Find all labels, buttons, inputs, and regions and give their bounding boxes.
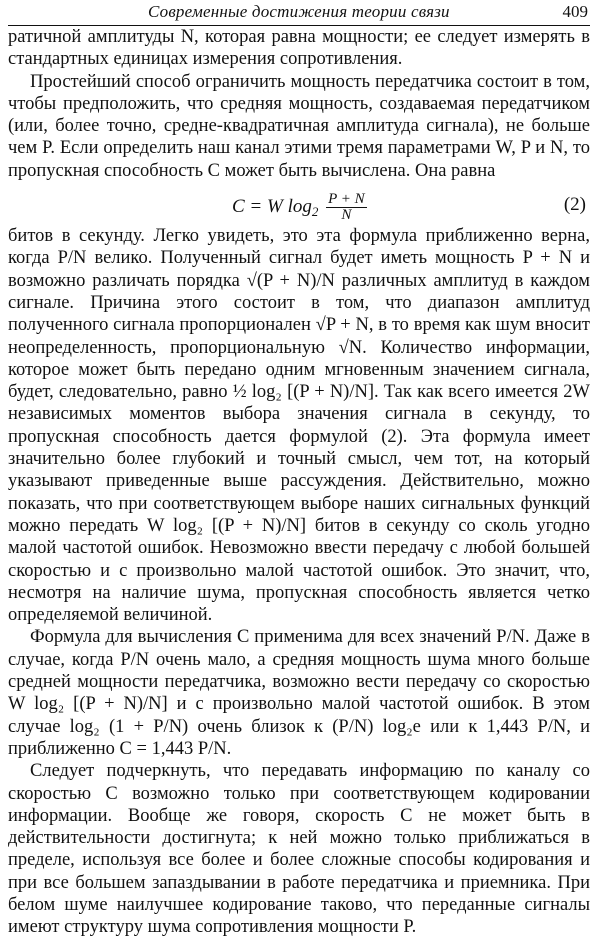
formula-2 bbox=[8, 184, 590, 224]
formula-log-base: 2 bbox=[311, 203, 319, 219]
paragraph-4: Формула для вычисления C применима для всех значений P/N. Даже в случае, когда P/N очень мало, а средняя мощность шума много больше средней мощности передатчика, возможно вести передачу со скоростью W log₂ [(P + N)/N] и с произвольно малой частотой ошибок. В этом случае log₂ (1 + P/N) очень близок к (P/N) log₂e или к 1,443 P/N, и приближенно C = 1,443 P/N. bbox=[8, 627, 590, 759]
page-body bbox=[8, 26, 590, 939]
paragraph-5: Следует подчеркнуть, что передавать информацию по каналу со скоростью C возможно только при соответствующем кодировании информации. Вообще же говоря, скорость C не может быть в действительности достигнута; к ней можно только приближаться в пределе, используя все более и более сложные способы кодирования и при все большем запаздывании в работе передатчика и приемника. При белом шуме наилучшее кодирование таково, что переданные сигналы имеют структуру шума сопротивления мощности P. bbox=[8, 761, 590, 938]
page-header bbox=[8, 0, 590, 26]
formula-numerator: P + N bbox=[328, 191, 365, 208]
page-number: 409 bbox=[562, 2, 588, 21]
formula-fraction bbox=[326, 192, 367, 223]
formula-number: (2) bbox=[563, 194, 586, 216]
formula-denominator: N bbox=[341, 207, 352, 224]
running-title: Современные достижения теории связи bbox=[148, 2, 450, 21]
formula-expression bbox=[232, 192, 367, 223]
paragraph-3: битов в секунду. Легко увидеть, это эта формула приближенно верна, когда P/N велико. Полученный сигнал будет иметь мощность P + N и возможно различать порядка √(P + N)/N различных амплитуд в каждом сигнале. Причина этого состоит в том, что диапазон амплитуд полученного сигнала пропорционален √P + N, в то время как шум вносит неопределенность, пропорциональную √N. Количество информации, которое может быть передано одним мгновенным значением сигнала, будет, следовательно, равно ½ log₂ [(P + N)/N]. Так как всего имеется 2W независимых моментов выбора значения сигнала в секунду, то пропускная способность дается формулой (2). Эта формула имеет значительно более глубокий и точный смысл, чем тот, на который указывают приведенные выше рассуждения. Действительно, можно показать, что при соответствующем выборе наших сигнальных функций можно передать W log₂ [(P + N)/N] битов в секунду со сколь угодно малой частотой ошибок. Невозможно ввести передачу с любой большей скоростью и с произвольно малой частотой ошибок. Это значит, что, несмотря на наличие шума, пропускная способность является четко определяемой величиной. bbox=[8, 226, 590, 626]
formula-lhs: C = W log bbox=[232, 195, 312, 217]
paragraph-1: ратичной амплитуды N, которая равна мощности; ее следует измерять в стандартных единицах измерения сопротивления. bbox=[8, 27, 590, 70]
paragraph-2: Простейший способ ограничить мощность передатчика состоит в том, чтобы предположить, что средняя мощность, создаваемая передатчиком (или, более точно, средне-квадратичная амплитуда сигнала), не больше чем P. Если определить наш канал этими тремя параметрами W, P и N, то пропускная способность C может быть вычислена. Она равна bbox=[8, 71, 590, 181]
